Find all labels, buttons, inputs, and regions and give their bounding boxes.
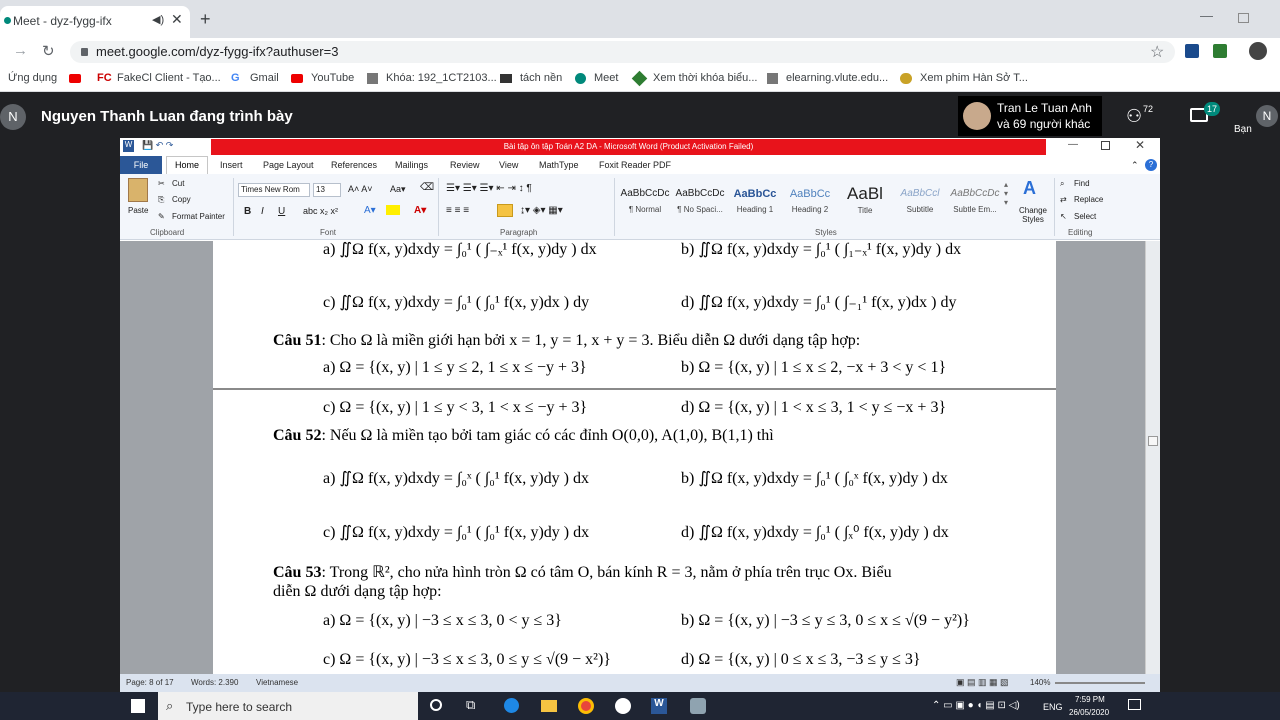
edge-icon[interactable] xyxy=(504,698,519,713)
people-count: 72 xyxy=(1143,104,1154,114)
divider xyxy=(233,178,234,236)
style-preview: AaBbCcDc xyxy=(675,188,725,199)
q52-option-d: d) ∬Ω f(x, y)dxdy = ∫₀¹ ( ∫ₓ⁰ f(x, y)dy ) dx xyxy=(681,524,949,541)
view-buttons-icons[interactable]: ▣ ▤ ▥ ▦ ▧ xyxy=(956,677,1009,687)
profile-avatar[interactable] xyxy=(1249,42,1267,60)
cortana-icon[interactable] xyxy=(430,699,442,711)
text-effects-icon[interactable]: A▾ xyxy=(364,205,376,216)
help-icon[interactable]: ? xyxy=(1145,159,1157,171)
select-button[interactable]: Select xyxy=(1074,212,1097,221)
divider xyxy=(1054,178,1055,236)
justify-icon[interactable] xyxy=(497,204,513,217)
q51-label: Câu 51 xyxy=(273,332,322,349)
file-explorer-icon[interactable] xyxy=(541,700,557,712)
q53-option-b: b) Ω = {(x, y) | −3 ≤ y ≤ 3, 0 ≤ x ≤ √(9 − y²)} xyxy=(681,612,970,629)
minimize-icon[interactable]: — xyxy=(1200,8,1213,23)
lock-icon xyxy=(81,48,88,56)
extension-icon[interactable] xyxy=(1185,44,1199,58)
spacing-shading-border-icons[interactable]: ↨▾ ◈▾ ▦▾ xyxy=(520,205,563,216)
word-app-icon: W xyxy=(123,140,134,152)
tab-insert[interactable]: Insert xyxy=(220,160,243,170)
change-styles-button[interactable]: Change Styles xyxy=(1018,206,1048,224)
cut-button[interactable]: Cut xyxy=(172,179,185,188)
url-text: meet.google.com/dyz-fygg-ifx?authuser=3 xyxy=(96,44,339,59)
people-icon[interactable]: ⚇ xyxy=(1126,106,1143,126)
grow-shrink-font-icons[interactable]: A˄ A˅ xyxy=(348,184,373,194)
participant-name: Tran Le Tuan Anh xyxy=(997,101,1092,115)
bookmark-phim[interactable]: Xem phim Hàn Sở T... xyxy=(920,72,1028,84)
document-page[interactable] xyxy=(213,241,1056,674)
tab-mathtype[interactable]: MathType xyxy=(539,160,579,170)
tab-home[interactable]: Home xyxy=(166,156,208,175)
cut-icon[interactable]: ✂ xyxy=(158,179,165,188)
status-page[interactable]: Page: 8 of 17 xyxy=(126,678,174,687)
brush-icon[interactable]: ✎ xyxy=(158,212,165,221)
tab-foxit[interactable]: Foxit Reader PDF xyxy=(599,160,672,170)
q51-option-c: c) Ω = {(x, y) | 1 ≤ y < 3, 1 < x ≤ −y + 3} xyxy=(323,399,588,416)
style-name: ¶ Normal xyxy=(628,205,662,214)
strike-sub-sup-icons[interactable]: abc x₂ x² xyxy=(303,206,339,216)
bookmark-fakeclient[interactable]: FakeCl Client - Tạo... xyxy=(117,72,221,84)
format-painter-button[interactable]: Format Painter xyxy=(172,212,225,221)
restore-icon[interactable] xyxy=(1238,13,1249,23)
style-preview: AaBbCc xyxy=(733,188,777,200)
film-icon xyxy=(900,73,912,84)
q53-option-a: a) Ω = {(x, y) | −3 ≤ x ≤ 3, 0 < y ≤ 3} xyxy=(323,612,562,629)
bookmark-youtube[interactable]: YouTube xyxy=(311,72,355,84)
participant-tile[interactable] xyxy=(958,96,1102,136)
taskbar-search-box[interactable] xyxy=(158,692,418,720)
style-heading-1[interactable] xyxy=(728,188,782,214)
q50-option-d: d) ∬Ω f(x, y)dxdy = ∫₀¹ ( ∫₋₁¹ f(x, y)dx ) dy xyxy=(681,294,957,311)
style-preview: AaBbCcDc xyxy=(950,188,1000,199)
clock-time[interactable]: 7:59 PM xyxy=(1075,695,1105,704)
zoom-level[interactable]: 140% xyxy=(1030,678,1051,687)
new-tab-icon[interactable]: + xyxy=(200,9,211,29)
clipboard-group-label: Clipboard xyxy=(150,228,185,237)
q51-option-b: b) Ω = {(x, y) | 1 ≤ x ≤ 2, −x + 3 < y < 1} xyxy=(681,359,947,376)
youtube-icon xyxy=(291,74,303,83)
change-styles-icon[interactable]: A xyxy=(1023,178,1036,198)
q52-option-a: a) ∬Ω f(x, y)dxdy = ∫₀ˣ ( ∫₀¹ f(x, y)dy ) dx xyxy=(323,470,589,487)
divider xyxy=(614,178,615,236)
font-name-select[interactable] xyxy=(238,183,310,197)
word-restore-icon[interactable] xyxy=(1101,141,1110,150)
google-icon: G xyxy=(231,72,240,84)
paste-icon[interactable] xyxy=(128,178,148,202)
select-icon[interactable]: ↖ xyxy=(1060,212,1067,221)
q50-option-b: b) ∬Ω f(x, y)dxdy = ∫₀¹ ( ∫₁₋ₓ¹ f(x, y)dy ) dx xyxy=(681,241,962,258)
q52-option-b: b) ∬Ω f(x, y)dxdy = ∫₀¹ ( ∫₀ˣ f(x, y)dy ) dx xyxy=(681,470,948,487)
meet-favicon-icon xyxy=(4,17,11,24)
q52-label: Câu 52 xyxy=(273,427,322,444)
zoom-slider[interactable] xyxy=(1055,682,1145,684)
close-tab-icon[interactable]: ✕ xyxy=(171,11,183,27)
font-name-value: Times New Rom xyxy=(241,185,300,194)
bookmark-khoa[interactable]: Khóa: 192_1CT2103... xyxy=(386,72,497,84)
q53-text-cont: diễn Ω dưới dạng tập hợp: xyxy=(273,583,442,600)
word-status-bar xyxy=(120,674,1160,692)
underline-icon[interactable]: U xyxy=(278,206,286,217)
vertical-scrollbar[interactable] xyxy=(1145,241,1160,674)
highlight-icon[interactable] xyxy=(386,205,400,215)
forward-icon[interactable]: → xyxy=(13,42,28,59)
style-name: Heading 1 xyxy=(736,205,774,214)
reload-icon[interactable]: ↻ xyxy=(42,43,55,60)
paragraph-group-label: Paragraph xyxy=(500,228,538,237)
bookmark-meet[interactable]: Meet xyxy=(594,72,619,84)
q53-option-c: c) Ω = {(x, y) | −3 ≤ x ≤ 3, 0 ≤ y ≤ √(9 − x²)} xyxy=(323,651,611,668)
status-words[interactable]: Words: 2.390 xyxy=(191,678,239,687)
notifications-icon[interactable] xyxy=(1128,699,1141,710)
self-label: Bạn xyxy=(1234,124,1252,135)
bookmark-elearning[interactable]: elearning.vlute.edu... xyxy=(786,72,889,84)
tab-references[interactable]: References xyxy=(331,160,378,170)
clear-format-icon[interactable]: ⌫ xyxy=(420,182,435,193)
tab-title: Meet - dyz-fygg-ifx xyxy=(13,14,112,28)
word-title: Bài tập ôn tập Toán A2 DA - Microsoft Word (Product Activation Failed) xyxy=(211,139,1046,155)
find-button[interactable]: Find xyxy=(1074,179,1090,188)
page-break xyxy=(213,388,1056,390)
status-language[interactable]: Vietnamese xyxy=(256,678,299,687)
windows-start-icon[interactable] xyxy=(131,699,145,713)
self-avatar[interactable]: N xyxy=(1256,105,1278,127)
q50-option-c: c) ∬Ω f(x, y)dxdy = ∫₀¹ ( ∫₀¹ f(x, y)dx ) dy xyxy=(323,294,590,311)
paint-icon[interactable] xyxy=(690,698,706,714)
replace-icon[interactable]: ⇄ xyxy=(1060,195,1067,204)
word-taskbar-icon[interactable]: W xyxy=(651,698,667,714)
styles-group-label: Styles xyxy=(815,228,837,237)
word-minimize-icon[interactable]: — xyxy=(1068,139,1078,150)
tab-view[interactable]: View xyxy=(499,160,519,170)
style-name: Title xyxy=(857,206,873,215)
q53-option-d: d) Ω = {(x, y) | 0 ≤ x ≤ 3, −3 ≤ y ≤ 3} xyxy=(681,651,921,668)
ribbon-collapse-icon[interactable]: ⌃ xyxy=(1131,160,1139,170)
browser-tab-strip xyxy=(0,0,1280,38)
bold-icon[interactable]: B xyxy=(244,206,252,217)
style-no-spacing[interactable] xyxy=(673,188,727,214)
input-language[interactable]: ENG xyxy=(1043,702,1063,712)
q53-label: Câu 53 xyxy=(273,564,322,581)
video-icon xyxy=(500,74,512,83)
bookmark-tachnen[interactable]: tách nền xyxy=(520,72,563,84)
ribbon-home xyxy=(120,174,1160,240)
participant-others: và 69 người khác xyxy=(997,117,1091,131)
youtube-icon xyxy=(69,74,81,83)
q51-text: : Cho Ω là miền giới hạn bởi x = 1, y = 1, x + y = 3. Biểu diễn Ω dưới dạng tập hợp: xyxy=(321,332,861,349)
style-preview: AaBl xyxy=(847,184,883,203)
q52-option-c: c) ∬Ω f(x, y)dxdy = ∫₀¹ ( ∫₀¹ f(x, y)dy ) dx xyxy=(323,524,590,541)
style-name: ¶ No Spaci... xyxy=(677,205,723,214)
editing-group-label: Editing xyxy=(1068,228,1093,237)
font-group-label: Font xyxy=(320,228,337,237)
clock-date[interactable]: 26/05/2020 xyxy=(1069,708,1110,717)
app-icon[interactable] xyxy=(615,698,631,714)
style-title[interactable] xyxy=(838,184,892,215)
search-placeholder: Type here to search xyxy=(186,700,293,714)
tab-page-layout[interactable]: Page Layout xyxy=(263,160,314,170)
diamond-icon xyxy=(632,71,648,87)
style-heading-2[interactable] xyxy=(783,188,837,214)
copy-button[interactable]: Copy xyxy=(172,195,191,204)
q51-option-a: a) Ω = {(x, y) | 1 ≤ y ≤ 2, 1 ≤ x ≤ −y + 3} xyxy=(323,359,587,376)
change-case-icon[interactable]: Aa▾ xyxy=(390,184,406,194)
task-view-icon[interactable]: ⧉ xyxy=(466,697,476,712)
scroll-thumb[interactable] xyxy=(1148,436,1158,446)
school-icon xyxy=(367,73,378,84)
divider xyxy=(438,178,439,236)
participant-avatar xyxy=(963,102,991,130)
meet-icon xyxy=(575,73,586,84)
q50-option-a: a) ∬Ω f(x, y)dxdy = ∫₀¹ ( ∫₋ₓ¹ f(x, y)dy ) dx xyxy=(323,241,597,258)
style-name: Subtle Em... xyxy=(953,205,997,214)
quick-access-icons[interactable]: 💾 ↶ ↷ xyxy=(142,140,174,150)
align-icons[interactable]: ≡ ≡ ≡ xyxy=(446,205,470,216)
paste-label[interactable]: Paste xyxy=(128,206,149,215)
style-subtitle[interactable] xyxy=(893,188,947,214)
styles-scroll-icon[interactable]: ▴ ▾ ▾ xyxy=(1004,180,1009,207)
extension-download-icon[interactable] xyxy=(1213,44,1227,58)
browser-tab[interactable] xyxy=(0,6,190,38)
replace-button[interactable]: Replace xyxy=(1074,195,1104,204)
style-preview: AaBbCcl xyxy=(900,188,940,199)
audio-icon[interactable]: ◀) xyxy=(152,14,165,26)
word-close-icon[interactable]: ✕ xyxy=(1135,138,1146,152)
style-normal[interactable] xyxy=(618,188,672,214)
font-size-value: 13 xyxy=(316,185,325,194)
style-name: Subtitle xyxy=(906,205,934,214)
url-field[interactable] xyxy=(70,41,1175,63)
style-preview: AaBbCcDc xyxy=(620,188,670,199)
tab-file[interactable]: File xyxy=(120,156,162,174)
tab-mailings[interactable]: Mailings xyxy=(395,160,429,170)
bookmarks-bar xyxy=(0,66,1280,92)
q52-text: : Nếu Ω là miền tạo bởi tam giác có các đỉnh O(0,0), A(1,0), B(1,1) thì xyxy=(321,427,774,444)
tray-icons[interactable]: ⌃ ▭ ▣ ● ◖ ▤ ⊡ ◁) xyxy=(932,700,1020,711)
chat-count-badge: 17 xyxy=(1204,102,1220,116)
style-name: Heading 2 xyxy=(791,205,829,214)
school-icon xyxy=(767,73,778,84)
tab-review[interactable]: Review xyxy=(450,160,480,170)
presenting-title: Nguyen Thanh Luan đang trình bày xyxy=(41,108,293,125)
ribbon-tabs xyxy=(120,156,1160,174)
italic-icon[interactable]: I xyxy=(261,206,264,217)
list-icons[interactable]: ☰▾ ☰▾ ☰▾ ⇤ ⇥ ↕ ¶ xyxy=(446,183,532,194)
presenter-avatar: N xyxy=(0,104,26,130)
search-icon: ⌕ xyxy=(166,698,174,713)
bookmark-apps[interactable]: Ứng dụng xyxy=(8,72,58,84)
font-size-select[interactable] xyxy=(313,183,341,197)
bookmark-gmail[interactable]: Gmail xyxy=(250,72,279,84)
fc-icon: FC xyxy=(97,72,112,84)
chrome-icon[interactable] xyxy=(578,698,594,714)
style-preview: AaBbCc xyxy=(789,188,831,200)
bookmark-tkb[interactable]: Xem thời khóa biểu... xyxy=(653,72,758,84)
q53-text: : Trong ℝ², cho nửa hình tròn Ω có tâm O, bán kính R = 3, nằm ở phía trên trục Ox. Biểu xyxy=(321,564,892,581)
q51-option-d: d) Ω = {(x, y) | 1 < x ≤ 3, 1 < y ≤ −x + 3} xyxy=(681,399,947,416)
bookmark-star-icon[interactable]: ☆ xyxy=(1150,44,1165,61)
find-icon[interactable]: ⌕ xyxy=(1060,179,1065,188)
copy-icon[interactable]: ⎘ xyxy=(158,195,165,204)
font-color-icon[interactable]: A▾ xyxy=(414,205,427,216)
style-subtle-emphasis[interactable] xyxy=(948,188,1002,214)
